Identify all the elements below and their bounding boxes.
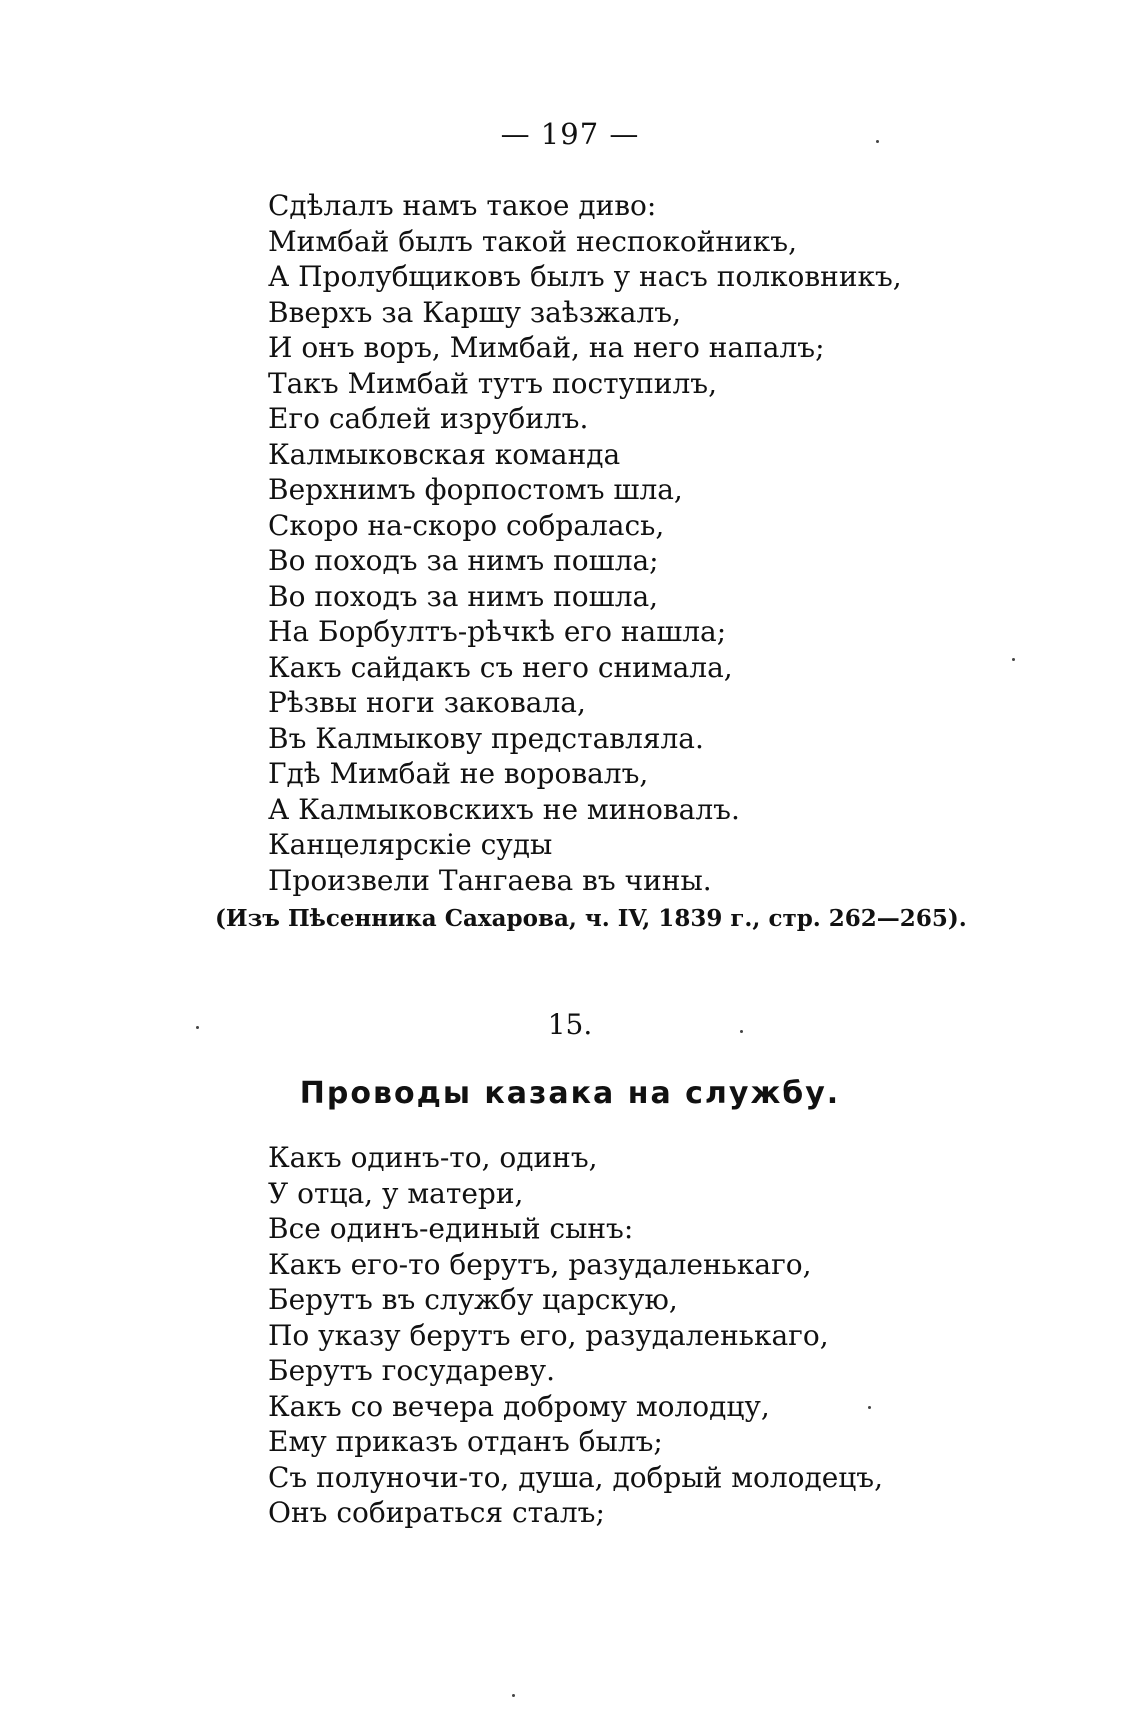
verse-line: Произвели Тангаева въ чины. [268,863,712,897]
verse-line: Какъ со вечера доброму молодцу, [268,1389,770,1423]
verse-line: Берутъ государеву. [268,1354,555,1387]
scan-speck [1012,658,1015,661]
verse-line: Во походъ за нимъ пошла, [268,579,659,613]
verse-line: У отца, у матери, [268,1176,524,1210]
verse-line: Скоро на-скоро собралась, [268,508,665,542]
verse-line: Съ полуночи-то, душа, добрый молодецъ, [268,1460,884,1494]
scan-speck [868,1406,871,1409]
verse-line: По указу берутъ его, разудаленькаго, [268,1318,829,1352]
poem-continuation [268,188,902,898]
verse-line: Гдѣ Мимбай не воровалъ, [268,757,649,790]
verse-line: Сдѣлалъ намъ такое диво: [268,189,657,222]
verse-line: И онъ воръ, Мимбай, на него напалъ; [268,331,825,364]
verse-line: Канцелярскіе суды [268,828,553,861]
source-citation: (Изъ Пѣсенника Сахарова, ч. IV, 1839 г., стр. 262—265). [215,905,967,932]
verse-line: Во походъ за нимъ пошла; [268,544,659,577]
verse-line: Мимбай былъ такой неспокойникъ, [268,224,797,258]
verse-line: Его саблей изрубилъ. [268,402,589,435]
verse-line: Все одинъ-единый сынъ: [268,1212,634,1245]
verse-line: Калмыковская команда [268,437,621,471]
scan-speck [512,1694,515,1697]
verse-line: Берутъ въ службу царскую, [268,1283,678,1316]
page-number: — 197 — [500,117,640,151]
verse-line: Какъ его-то берутъ, разудаленькаго, [268,1247,812,1281]
song-title: Проводы казака на службу. [299,1076,841,1111]
verse-line: Верхнимъ форпостомъ шла, [268,473,683,506]
verse-line: Ему приказъ отданъ былъ; [268,1425,663,1458]
verse-line: А Калмыковскихъ не миновалъ. [268,792,740,826]
scan-speck [876,140,879,143]
song-number: 15. [547,1008,593,1041]
verse-line: Онъ собираться сталъ; [268,1496,605,1529]
verse-line: Такъ Мимбай тутъ поступилъ, [268,366,717,400]
verse-line: Какъ сайдакъ съ него снимала, [268,650,733,684]
verse-line: Какъ одинъ-то, одинъ, [268,1141,598,1174]
verse-line: Рѣзвы ноги заковала, [268,686,586,719]
scan-speck [740,1030,743,1033]
verse-line: На Борбултъ-рѣчкѣ его нашла; [268,615,727,648]
verse-line: А Пролубщиковъ былъ у насъ полковникъ, [268,260,902,293]
verse-line: Въ Калмыкову представляла. [268,721,704,755]
scan-speck [196,1026,199,1029]
verse-line: Вверхъ за Каршу заѣзжалъ, [268,295,681,329]
song-verses [268,1140,883,1531]
